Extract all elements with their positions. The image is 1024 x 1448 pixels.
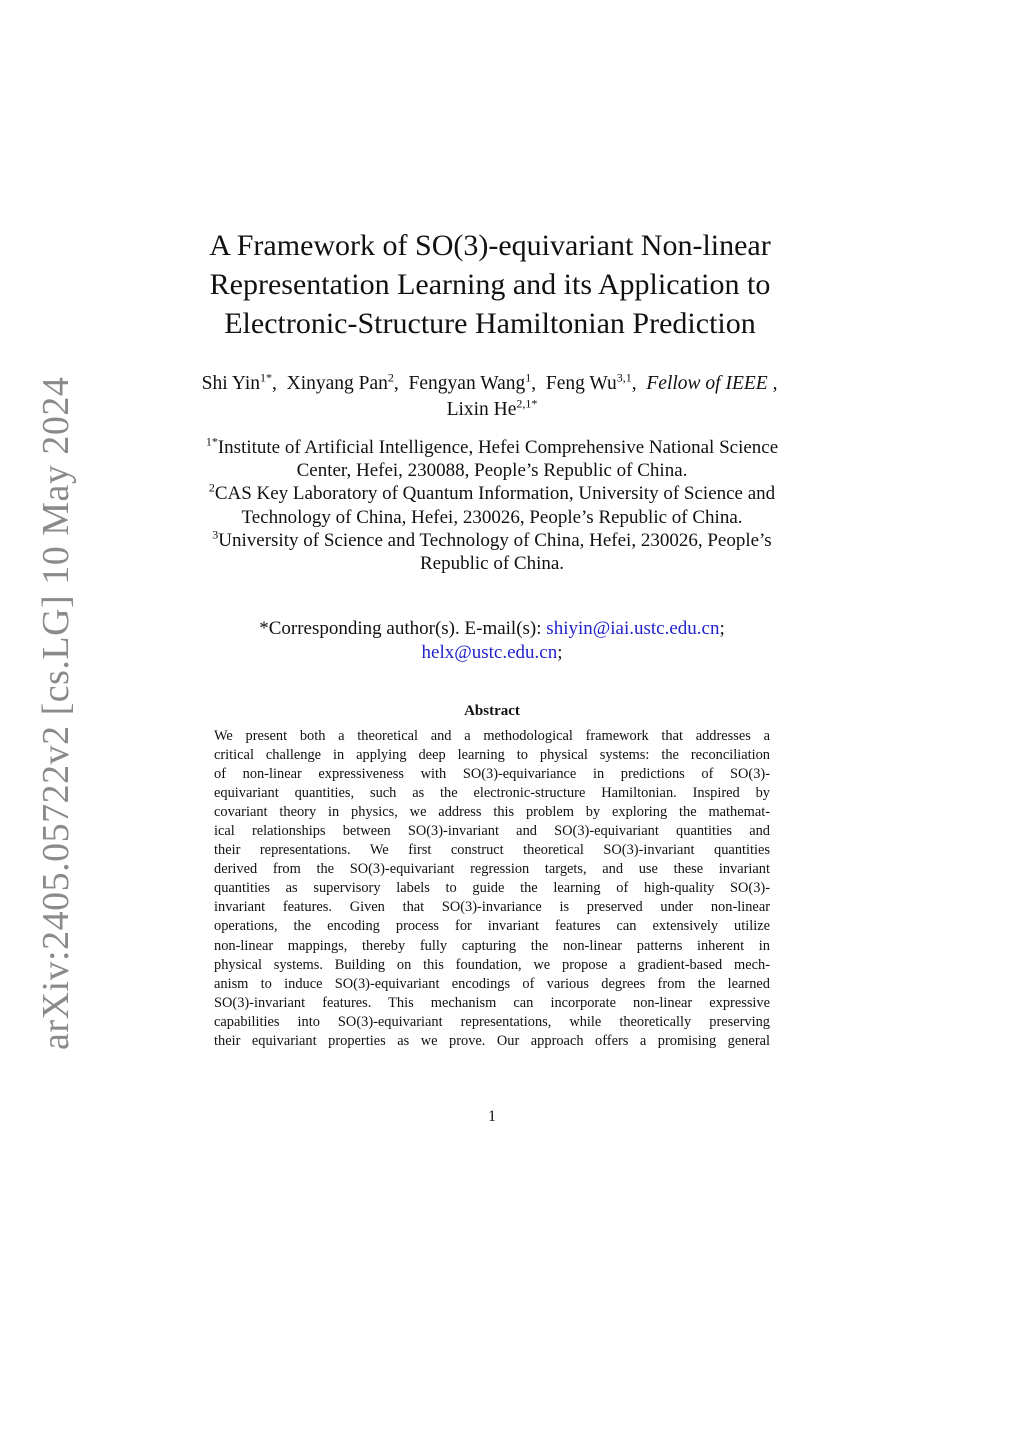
abstract-line: operations, the encoding process for invariant features can extensively utilize — [214, 918, 770, 935]
abstract-line: of non-linear expressiveness with SO(3)-equivariance in predictions of SO(3)- — [214, 766, 770, 783]
title-line: Representation Learning and its Application to — [209, 268, 771, 301]
affiliation-text: University of Science and Technology of China, Hefei, 230026, People’s Republic of China. — [218, 529, 772, 575]
abstract-line: SO(3)-invariant features. This mechanism can incorporate non-linear expressive — [214, 994, 770, 1011]
author-affil-mark: 2 — [387, 370, 394, 385]
correspondence-prefix: *Corresponding author(s). E-mail(s): — [259, 618, 547, 639]
author-affil-mark: 3,1 — [616, 370, 632, 385]
affiliation-mark: 1* — [205, 434, 218, 449]
abstract-line: their representations. We first construct theoretical SO(3)-invariant quantities — [214, 842, 770, 859]
abstract-line: capabilities into SO(3)-equivariant representations, while theoretically preserving — [214, 1013, 770, 1030]
author-name: Fengyan Wang — [408, 373, 526, 394]
abstract-line: ical relationships between SO(3)-invariant and SO(3)-equivariant quantities and — [214, 823, 770, 840]
abstract-line: derived from the SO(3)-equivariant regression targets, and use these invariant — [214, 861, 770, 878]
author-affil-mark: 1* — [260, 370, 273, 385]
affiliation-mark: 3 — [212, 527, 219, 542]
abstract-body — [214, 727, 770, 1051]
affiliation-mark: 2 — [208, 481, 215, 496]
email-separator: ; — [719, 618, 725, 639]
abstract-line: non-linear mappings, thereby fully capturing the non-linear patterns inherent in — [214, 937, 770, 954]
author-name: Xinyang Pan — [286, 373, 388, 394]
author-affil-mark: 1 — [525, 370, 532, 385]
affiliation — [196, 482, 788, 528]
paper-title — [190, 226, 790, 343]
affiliations — [196, 436, 788, 575]
title-line: A Framework of SO(3)-equivariant Non-linear — [209, 229, 771, 262]
affiliation-text: CAS Key Laboratory of Quantum Information, University of Science and Technology of China, Hefei, 230026, People’s Republic of China. — [214, 483, 776, 528]
arxiv-identifier: arXiv:2405.05722v2 [cs.LG] 10 May 2024 — [35, 376, 77, 1050]
title-line: Electronic-Structure Hamiltonian Prediction — [224, 307, 756, 340]
abstract-line: We present both a theoretical and a methodological framework that addresses a — [214, 728, 770, 744]
author-affil-mark: 2,1* — [516, 396, 538, 411]
page-number: 1 — [488, 1108, 496, 1125]
author-name: Lixin He — [446, 399, 517, 420]
abstract-line: quantities as supervisory labels to guide the learning of high-quality SO(3)- — [214, 880, 770, 897]
affiliation-text: Institute of Artificial Intelligence, Hefei Comprehensive National Science Center, Hefei, 230088, People’s Republic of China. — [217, 437, 779, 482]
abstract-line: covariant theory in physics, we address this problem by exploring the mathemat- — [214, 804, 770, 821]
author-name: Feng Wu — [545, 373, 617, 394]
correspondence-note — [196, 617, 788, 665]
abstract-line: equivariant quantities, such as the electronic-structure Hamiltonian. Inspired by — [214, 785, 770, 802]
abstract-line: their equivariant properties as we prove. Our approach offers a promising general — [214, 1032, 770, 1049]
affiliation — [196, 529, 788, 575]
abstract-line: physical systems. Building on this foundation, we propose a gradient-based mech- — [214, 956, 770, 973]
abstract-line: anism to induce SO(3)-equivariant encodings of various degrees from the learned — [214, 975, 770, 992]
email-link[interactable]: shiyin@iai.ustc.edu.cn — [546, 618, 720, 639]
email-link[interactable]: helx@ustc.edu.cn — [421, 642, 558, 663]
email-separator: ; — [557, 642, 563, 663]
abstract-line: invariant features. Given that SO(3)-invariance is preserved under non-linear — [214, 899, 770, 916]
author-list: Shi Yin$^{1*}$, Xinyang Pan$^2$, Fengyan Wang$^1$, Feng Wu$^{3,1}$, Fellow of IEEE , Lixin $He^{2,1*}$ — [201, 370, 783, 420]
affiliation — [196, 436, 788, 482]
author-name: Shi Yin — [201, 373, 261, 394]
abstract-line: critical challenge in applying deep learning to physical systems: the reconciliation — [214, 747, 770, 764]
fellow-designation: Fellow of IEEE — [646, 373, 768, 394]
abstract-heading: Abstract — [464, 703, 520, 719]
